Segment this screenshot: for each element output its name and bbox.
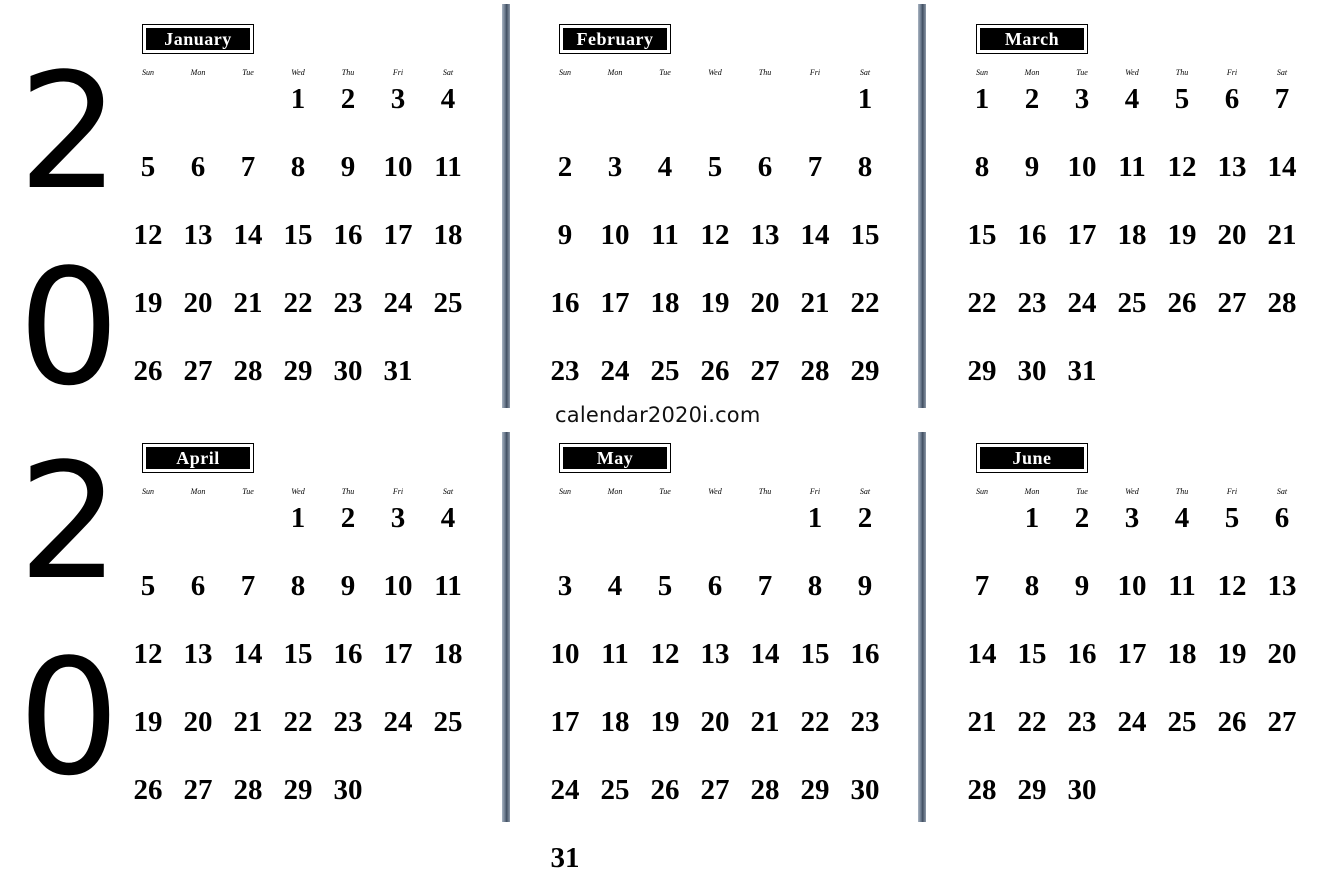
weekday-label: Thu: [758, 68, 772, 77]
weekday-label: Sat: [1276, 487, 1288, 496]
day-cell: 7: [1274, 83, 1290, 115]
weekday-label: Mon: [1024, 68, 1040, 77]
weekday-label: Tue: [242, 487, 254, 496]
day-cell: 2: [557, 151, 573, 183]
day-cell: 20: [750, 287, 780, 319]
month-february: [540, 24, 890, 419]
weekday-label: Mon: [190, 487, 206, 496]
month-april: [123, 443, 473, 838]
weekday-label: Fri: [1226, 68, 1238, 77]
day-cell: 9: [857, 570, 873, 602]
day-cell: 17: [550, 706, 580, 738]
day-cell: 16: [1067, 638, 1097, 670]
day-cell: 31: [383, 355, 413, 387]
day-cell: 29: [850, 355, 880, 387]
year-digit-4: 0: [18, 624, 120, 811]
day-cell: 15: [967, 219, 997, 251]
column-divider: [918, 432, 926, 822]
weekday-header-row: [540, 487, 890, 499]
day-cell: 15: [800, 638, 830, 670]
day-cell: 7: [240, 151, 256, 183]
day-cell: 29: [967, 355, 997, 387]
day-cell: 9: [1024, 151, 1040, 183]
month-june: [957, 443, 1307, 838]
day-cell: 2: [340, 83, 356, 115]
day-cell: 1: [807, 502, 823, 534]
day-cell: 8: [807, 570, 823, 602]
day-cell: 7: [807, 151, 823, 183]
day-cell: 6: [707, 570, 723, 602]
day-cell: 16: [333, 219, 363, 251]
weekday-label: Sun: [559, 487, 571, 496]
weekday-label: Wed: [708, 487, 722, 496]
day-cell: 2: [1024, 83, 1040, 115]
weekday-label: Wed: [291, 68, 305, 77]
day-cell: 27: [183, 355, 213, 387]
day-cell: 29: [283, 774, 313, 806]
day-cell: 11: [1118, 151, 1146, 183]
day-cell: 11: [601, 638, 629, 670]
day-cell: 2: [857, 502, 873, 534]
day-cell: 14: [967, 638, 997, 670]
day-cell: 19: [700, 287, 730, 319]
month-title-box: [559, 24, 671, 54]
day-cell: 13: [183, 638, 213, 670]
day-cell: 27: [1267, 706, 1297, 738]
day-cell: 18: [433, 219, 463, 251]
day-cell: 28: [800, 355, 830, 387]
year-digit-2: 0: [18, 234, 120, 421]
day-cell: 15: [283, 638, 313, 670]
weekday-label: Wed: [1125, 68, 1139, 77]
day-cell: 27: [700, 774, 730, 806]
weekday-label: Wed: [708, 68, 722, 77]
day-cell: 18: [1117, 219, 1147, 251]
day-cell: 30: [1067, 774, 1097, 806]
day-cell: 27: [750, 355, 780, 387]
month-title-box: [142, 443, 254, 473]
day-cell: 30: [333, 774, 363, 806]
month-title: February: [563, 28, 667, 50]
day-cell: 16: [333, 638, 363, 670]
day-cell: 21: [967, 706, 997, 738]
day-cell: 16: [1017, 219, 1047, 251]
day-cell: 1: [857, 83, 873, 115]
day-cell: 2: [1074, 502, 1090, 534]
day-cell: 20: [700, 706, 730, 738]
day-cell: 24: [550, 774, 580, 806]
day-cell: 22: [967, 287, 997, 319]
day-cell: 9: [1074, 570, 1090, 602]
month-title: January: [146, 28, 250, 50]
weekday-label: Thu: [341, 68, 355, 77]
day-cell: 24: [600, 355, 630, 387]
day-cell: 4: [1174, 502, 1190, 534]
weekday-header-row: [957, 487, 1307, 499]
day-cell: 10: [550, 638, 580, 670]
day-cell: 28: [1267, 287, 1297, 319]
day-cell: 26: [133, 355, 163, 387]
day-cell: 21: [750, 706, 780, 738]
weekday-label: Fri: [392, 68, 404, 77]
day-cell: 31: [1067, 355, 1097, 387]
weekday-label: Sat: [859, 487, 871, 496]
day-cell: 14: [1267, 151, 1297, 183]
day-cell: 19: [133, 287, 163, 319]
day-cell: 25: [1167, 706, 1197, 738]
day-cell: 6: [1274, 502, 1290, 534]
day-cell: 22: [800, 706, 830, 738]
day-cell: 16: [850, 638, 880, 670]
day-cell: 26: [650, 774, 680, 806]
year-digit-1: 2: [18, 38, 120, 225]
day-cell: 11: [434, 570, 462, 602]
weekday-label: Wed: [291, 487, 305, 496]
column-divider: [502, 432, 510, 822]
day-cell: 23: [1017, 287, 1047, 319]
day-cell: 20: [1267, 638, 1297, 670]
weekday-label: Thu: [1175, 487, 1189, 496]
day-cell: 10: [1067, 151, 1097, 183]
day-cell: 5: [140, 151, 156, 183]
day-cell: 26: [1167, 287, 1197, 319]
day-cell: 13: [183, 219, 213, 251]
day-cell: 1: [974, 83, 990, 115]
day-cell: 14: [233, 219, 263, 251]
weekday-label: Tue: [1076, 487, 1088, 496]
day-cell: 23: [850, 706, 880, 738]
day-cell: 17: [383, 219, 413, 251]
day-cell: 19: [650, 706, 680, 738]
weekday-label: Sat: [859, 68, 871, 77]
day-cell: 3: [390, 83, 406, 115]
day-cell: 29: [800, 774, 830, 806]
day-cell: 13: [1217, 151, 1247, 183]
day-cell: 16: [550, 287, 580, 319]
weekday-header-row: [957, 68, 1307, 80]
column-divider: [502, 4, 510, 408]
month-title-box: [142, 24, 254, 54]
day-cell: 23: [333, 287, 363, 319]
day-cell: 4: [657, 151, 673, 183]
day-cell: 12: [700, 219, 730, 251]
weekday-label: Mon: [607, 487, 623, 496]
day-cell: 3: [557, 570, 573, 602]
day-cell: 7: [757, 570, 773, 602]
day-cell: 21: [233, 287, 263, 319]
day-cell: 21: [1267, 219, 1297, 251]
weekday-label: Tue: [1076, 68, 1088, 77]
day-cell: 5: [1174, 83, 1190, 115]
month-title: April: [146, 447, 250, 469]
day-cell: 25: [650, 355, 680, 387]
weekday-label: Mon: [190, 68, 206, 77]
month-title: June: [980, 447, 1084, 469]
day-cell: 6: [190, 151, 206, 183]
day-cell: 22: [283, 287, 313, 319]
day-cell: 8: [857, 151, 873, 183]
day-cell: 4: [440, 502, 456, 534]
month-march: [957, 24, 1307, 419]
day-cell: 28: [750, 774, 780, 806]
day-cell: 20: [183, 706, 213, 738]
month-title-box: [559, 443, 671, 473]
weekday-label: Sun: [559, 68, 571, 77]
day-cell: 3: [1124, 502, 1140, 534]
day-cell: 29: [1017, 774, 1047, 806]
day-cell: 20: [1217, 219, 1247, 251]
weekday-label: Fri: [809, 487, 821, 496]
weekday-label: Tue: [659, 68, 671, 77]
day-cell: 25: [433, 706, 463, 738]
day-cell: 28: [233, 355, 263, 387]
day-cell: 1: [1024, 502, 1040, 534]
day-cell: 8: [290, 151, 306, 183]
day-cell: 6: [190, 570, 206, 602]
month-title: May: [563, 447, 667, 469]
column-divider: [918, 4, 926, 408]
weekday-header-row: [540, 68, 890, 80]
day-cell: 29: [283, 355, 313, 387]
day-cell: 5: [707, 151, 723, 183]
day-cell: 14: [233, 638, 263, 670]
day-cell: 3: [390, 502, 406, 534]
day-cell: 9: [340, 570, 356, 602]
day-cell: 27: [1217, 287, 1247, 319]
day-cell: 27: [183, 774, 213, 806]
day-cell: 11: [434, 151, 462, 183]
day-cell: 19: [133, 706, 163, 738]
day-cell: 24: [1117, 706, 1147, 738]
day-cell: 18: [650, 287, 680, 319]
day-cell: 30: [1017, 355, 1047, 387]
day-cell: 26: [700, 355, 730, 387]
day-cell: 22: [850, 287, 880, 319]
day-cell: 18: [1167, 638, 1197, 670]
month-title-box: [976, 443, 1088, 473]
day-cell: 10: [1117, 570, 1147, 602]
weekday-label: Fri: [1226, 487, 1238, 496]
weekday-label: Sat: [1276, 68, 1288, 77]
day-cell: 5: [140, 570, 156, 602]
day-cell: 10: [600, 219, 630, 251]
day-cell: 12: [133, 638, 163, 670]
day-cell: 28: [967, 774, 997, 806]
day-cell: 11: [1168, 570, 1196, 602]
day-cell: 10: [383, 570, 413, 602]
day-cell: 21: [233, 706, 263, 738]
day-cell: 12: [1217, 570, 1247, 602]
weekday-label: Thu: [1175, 68, 1189, 77]
day-cell: 7: [240, 570, 256, 602]
month-january: [123, 24, 473, 419]
day-cell: 11: [651, 219, 679, 251]
day-cell: 12: [1167, 151, 1197, 183]
day-cell: 4: [1124, 83, 1140, 115]
weekday-label: Tue: [242, 68, 254, 77]
weekday-label: Sun: [976, 487, 988, 496]
day-cell: 4: [607, 570, 623, 602]
day-cell: 9: [557, 219, 573, 251]
weekday-label: Sat: [442, 487, 454, 496]
day-cell: 4: [440, 83, 456, 115]
day-cell: 12: [133, 219, 163, 251]
day-cell: 1: [290, 83, 306, 115]
day-cell: 2: [340, 502, 356, 534]
weekday-label: Sat: [442, 68, 454, 77]
weekday-label: Tue: [659, 487, 671, 496]
day-cell: 30: [333, 355, 363, 387]
day-cell: 18: [600, 706, 630, 738]
day-cell: 24: [383, 287, 413, 319]
day-cell: 23: [1067, 706, 1097, 738]
day-cell: 17: [1117, 638, 1147, 670]
day-cell: 15: [283, 219, 313, 251]
day-cell: 15: [1017, 638, 1047, 670]
weekday-label: Fri: [809, 68, 821, 77]
day-cell: 25: [433, 287, 463, 319]
day-cell: 13: [1267, 570, 1297, 602]
day-cell: 25: [600, 774, 630, 806]
day-cell: 8: [1024, 570, 1040, 602]
weekday-label: Fri: [392, 487, 404, 496]
day-cell: 23: [550, 355, 580, 387]
day-cell: 5: [1224, 502, 1240, 534]
day-cell: 14: [800, 219, 830, 251]
day-cell: 31: [550, 842, 580, 874]
day-cell: 17: [1067, 219, 1097, 251]
day-cell: 14: [750, 638, 780, 670]
month-title: March: [980, 28, 1084, 50]
day-cell: 6: [1224, 83, 1240, 115]
day-cell: 8: [290, 570, 306, 602]
day-cell: 26: [133, 774, 163, 806]
day-cell: 5: [657, 570, 673, 602]
day-cell: 13: [750, 219, 780, 251]
day-cell: 22: [1017, 706, 1047, 738]
day-cell: 17: [600, 287, 630, 319]
day-cell: 12: [650, 638, 680, 670]
day-cell: 3: [1074, 83, 1090, 115]
day-cell: 3: [607, 151, 623, 183]
month-title-box: [976, 24, 1088, 54]
weekday-label: Thu: [758, 487, 772, 496]
weekday-label: Sun: [142, 487, 154, 496]
day-cell: 19: [1217, 638, 1247, 670]
month-may: [540, 443, 890, 874]
day-cell: 8: [974, 151, 990, 183]
day-cell: 23: [333, 706, 363, 738]
day-cell: 28: [233, 774, 263, 806]
weekday-label: Wed: [1125, 487, 1139, 496]
weekday-header-row: [123, 68, 473, 80]
day-cell: 24: [1067, 287, 1097, 319]
day-cell: 26: [1217, 706, 1247, 738]
day-cell: 6: [757, 151, 773, 183]
site-watermark: calendar2020i.com: [555, 403, 761, 427]
weekday-label: Sun: [142, 68, 154, 77]
day-cell: 21: [800, 287, 830, 319]
weekday-label: Mon: [1024, 487, 1040, 496]
day-cell: 19: [1167, 219, 1197, 251]
day-cell: 15: [850, 219, 880, 251]
weekday-label: Sun: [976, 68, 988, 77]
day-cell: 1: [290, 502, 306, 534]
day-cell: 17: [383, 638, 413, 670]
day-cell: 25: [1117, 287, 1147, 319]
day-cell: 30: [850, 774, 880, 806]
weekday-label: Mon: [607, 68, 623, 77]
weekday-header-row: [123, 487, 473, 499]
day-cell: 20: [183, 287, 213, 319]
day-cell: 13: [700, 638, 730, 670]
day-cell: 22: [283, 706, 313, 738]
day-cell: 18: [433, 638, 463, 670]
day-cell: 9: [340, 151, 356, 183]
day-cell: 10: [383, 151, 413, 183]
year-digit-3: 2: [18, 428, 120, 615]
day-cell: 24: [383, 706, 413, 738]
weekday-label: Thu: [341, 487, 355, 496]
day-cell: 7: [974, 570, 990, 602]
